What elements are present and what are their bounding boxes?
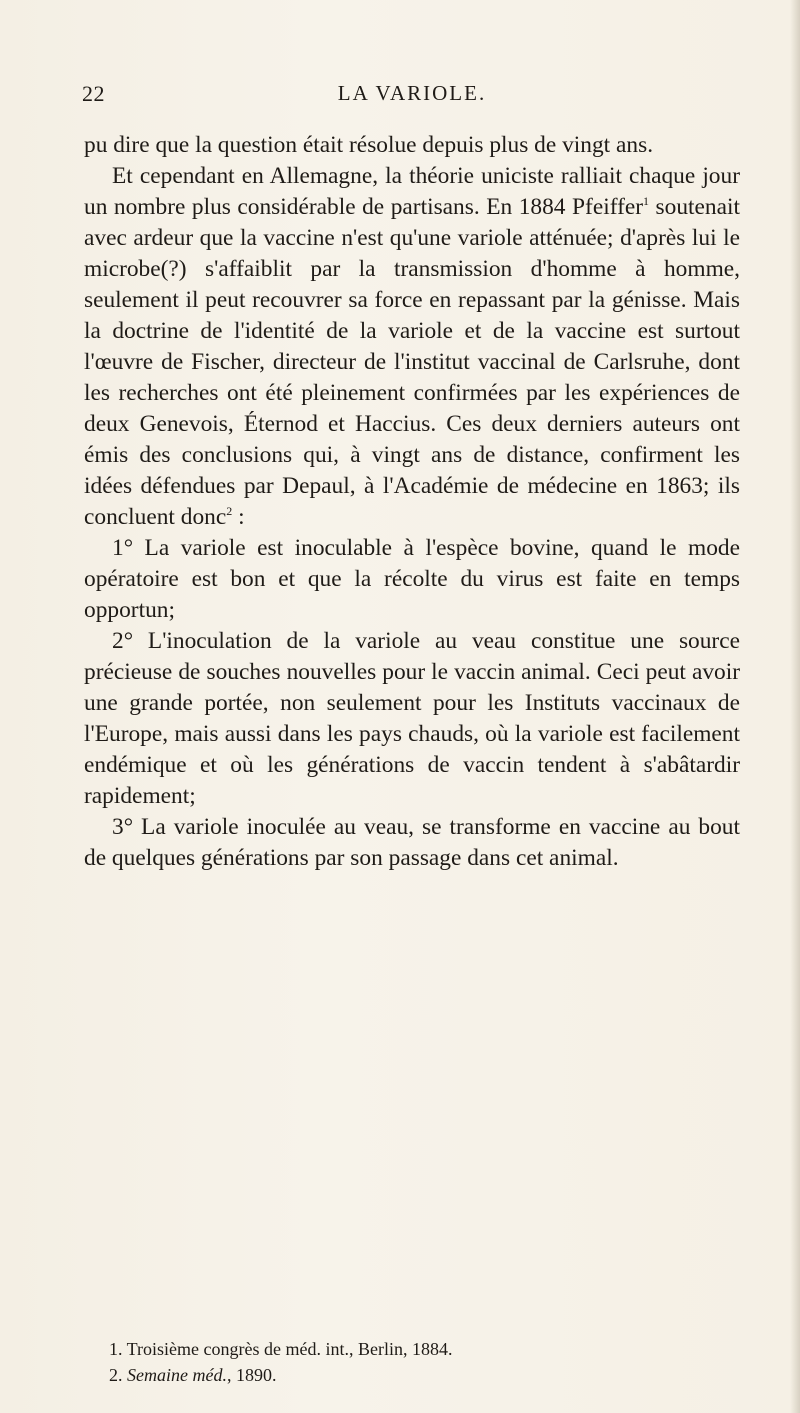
footnote-1: 1. Troisième congrès de méd. int., Berlin, 1884. <box>109 1339 453 1359</box>
page-edge-shadow <box>790 0 800 1413</box>
footnote-2-number: 2. <box>109 1365 127 1385</box>
paragraph-1: pu dire que la question était résolue depuis plus de vingt ans. <box>84 132 654 158</box>
footnote-2 <box>109 1362 749 1388</box>
paragraph-2-part-a: Et cependant en Allemagne, la théorie uniciste ralliait chaque jour un nombre plus considérable de partisans. En 1884 Pfeiffer <box>84 163 740 220</box>
conclusion-1: 1° La variole est inoculable à l'espèce bovine, quand le mode opératoire est bon et que la récolte du virus est faite en temps opportun; <box>84 535 740 623</box>
paragraph-2 <box>84 161 740 533</box>
page-number: 22 <box>82 81 105 106</box>
footnote-2-year: , 1890. <box>226 1365 277 1385</box>
conclusion-2: 2° L'inoculation de la variole au veau constitue une source précieuse de souches nouvelles pour le vaccin animal. Ceci peut avoir une grande portée, non seulement pour les Instituts vaccinaux de l'Europe, mais aussi dans les pays chauds, où la variole est facilement endémique et où les générations de vaccin tendent à s'abâtardir rapidement; <box>84 628 740 809</box>
body-text <box>84 130 740 874</box>
footnote-2-journal: Semaine méd. <box>127 1365 227 1385</box>
footnote-ref-2: 2 <box>226 504 233 519</box>
conclusion-3: 3° La variole inoculée au veau, se transforme en vaccine au bout de quelques générations par son passage dans cet animal. <box>84 814 740 871</box>
footnotes <box>109 1336 749 1388</box>
paragraph-2-part-b: soutenait avec ardeur que la vaccine n'est qu'une variole atténuée; d'après lui le microbe(?) s'affaiblit par la transmission d'homme à homme, seulement il peut recouvrer sa force en repassant par la génisse. Mais la doctrine de l'identité de la variole et de la vaccine est surtout l'œuvre de Fischer, directeur de l'institut vaccinal de Carlsruhe, dont les recherches ont été pleinement confirmées par les expériences de deux Genevois, Éternod et Haccius. Ces deux derniers auteurs ont émis des conclusions qui, à vingt ans de distance, confirment les idées défendues par Depaul, à l'Académie de médecine en 1863; ils concluent donc <box>84 194 740 530</box>
footnote-ref-1: 1 <box>643 194 650 209</box>
page-header <box>82 81 742 115</box>
paragraph-2-part-c: : <box>232 504 245 530</box>
running-title: LA VARIOLE. <box>337 81 487 105</box>
